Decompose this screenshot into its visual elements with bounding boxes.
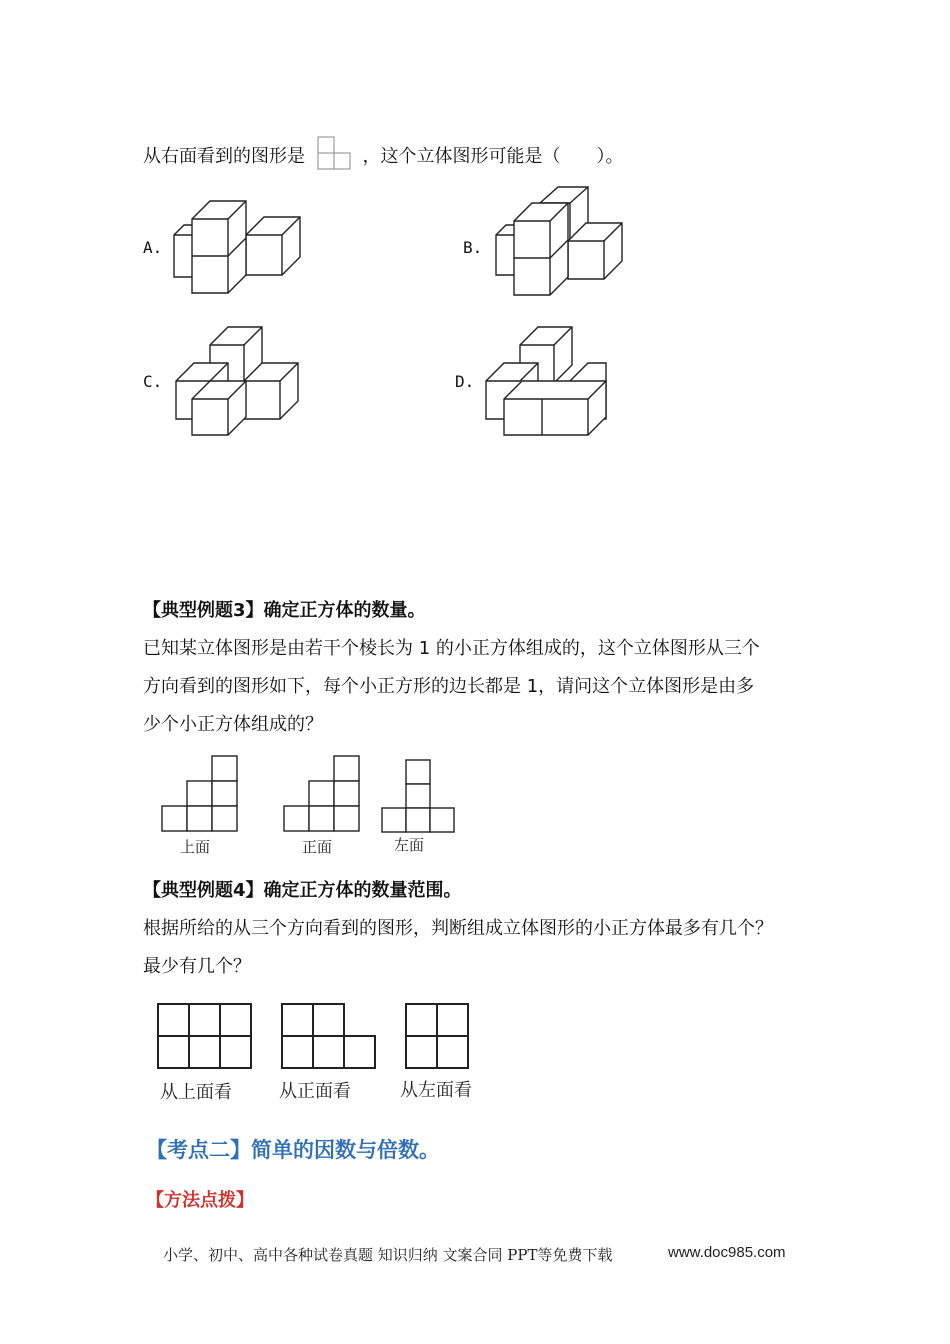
option-b-label[interactable]: B. [463,238,483,257]
option-c-label[interactable]: C. [143,372,163,391]
example4-line-1: 根据所给的从三个方向看到的图形，判断组成立体图形的小正方体最多有几个？ [143,918,773,939]
example4-caption-top: 从上面看 [160,1082,232,1103]
option-d-label[interactable]: D. [455,372,475,391]
right-view-icon [317,136,351,170]
section-subheading: 【方法点拨】 [146,1190,254,1211]
option-a-label[interactable]: A. [143,238,163,257]
section-heading: 【考点二】简单的因数与倍数。 [146,1138,440,1162]
example3-caption-top: 上面 [180,838,211,856]
example3-line-2: 方向看到的图形如下，每个小正方形的边长都是 1，请问这个立体图形是由多 [143,676,755,697]
example4-title: 【典型例题4】确定正方体的数量范围。 [143,880,462,901]
example3-line-1: 已知某立体图形是由若干个棱长为 1 的小正方体组成的，这个立体图形从三个 [143,638,760,659]
option-c-figure[interactable] [170,325,306,437]
question-line [143,136,623,170]
example4-top-view [156,1002,254,1070]
example3-left-view [380,758,458,834]
example3-title: 【典型例题3】确定正方体的数量。 [143,600,426,621]
example4-line-2: 最少有几个？ [143,956,251,977]
example3-line-3: 少个小正方体组成的？ [143,714,323,735]
question-suffix: ，这个立体图形可能是（ ）。 [362,146,624,167]
example3-front-view [282,754,362,832]
footer-url[interactable]: www.doc985.com [668,1244,786,1261]
question-prefix: 从右面看到的图形是 [143,146,305,167]
example4-caption-left: 从左面看 [400,1080,472,1101]
option-b-figure[interactable] [490,185,630,297]
option-a-figure[interactable] [168,195,308,297]
example3-caption-front: 正面 [302,838,333,856]
example4-left-view [404,1002,472,1070]
example4-front-view [280,1002,378,1070]
option-d-figure[interactable] [482,325,612,437]
example3-caption-left: 左面 [394,836,425,854]
example3-top-view [160,754,240,832]
footer-text: 小学、初中、高中各种试卷真题 知识归纳 文案合同 PPT等免费下载 [163,1246,613,1264]
example4-caption-front: 从正面看 [279,1081,351,1102]
